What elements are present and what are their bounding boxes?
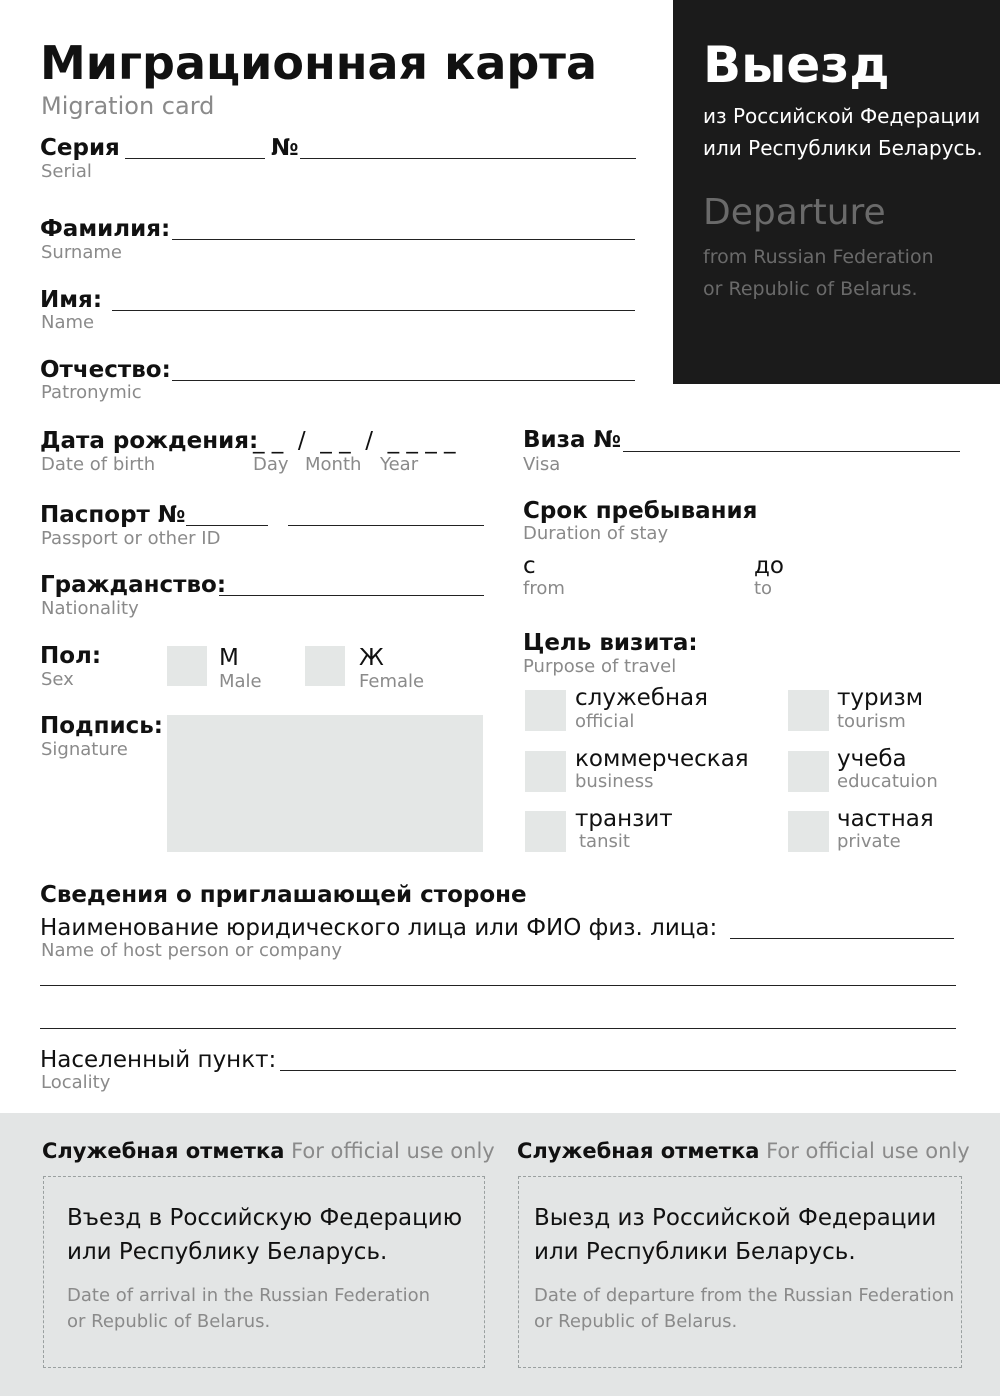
departure-line1-en: from Russian Federation: [703, 246, 934, 268]
name-label: Имя:: [40, 287, 103, 313]
purpose-education-checkbox[interactable]: [788, 751, 829, 792]
official-right-line2: или Республики Беларусь.: [534, 1239, 856, 1265]
official-left-stamp-area[interactable]: [43, 1176, 485, 1368]
host-name-label: Наименование юридического лица или ФИО физ. лица:: [40, 915, 718, 941]
host-name-line-3[interactable]: [40, 1028, 956, 1029]
page-title: Миграционная карта: [40, 36, 597, 90]
departure-line2: или Республики Беларусь.: [703, 136, 983, 160]
purpose-tourism-checkbox[interactable]: [788, 690, 829, 731]
official-right-heading-ru: Служебная отметка: [517, 1139, 760, 1163]
host-section-title: Сведения о приглашающей стороне: [40, 882, 527, 908]
host-name-label-en: Name of host person or company: [41, 940, 342, 961]
purpose-tourism-label-en: tourism: [837, 711, 906, 732]
dob-day-label: Day: [253, 454, 289, 475]
signature-label: Подпись:: [40, 713, 164, 739]
official-left-line2: или Республику Беларусь.: [67, 1239, 388, 1265]
host-name-field[interactable]: [730, 938, 954, 939]
purpose-official-checkbox[interactable]: [525, 690, 566, 731]
dob-label: Дата рождения:: [40, 428, 259, 454]
passport-number-field[interactable]: [288, 525, 484, 526]
official-use-footer: [0, 1113, 1000, 1396]
signature-label-en: Signature: [41, 739, 128, 760]
official-left-line1: Въезд в Российскую Федерацию: [67, 1205, 463, 1231]
dob-year-label: Year: [380, 454, 419, 475]
sex-label-en: Sex: [41, 669, 74, 690]
passport-label-en: Passport or other ID: [41, 528, 221, 549]
purpose-education-label: учеба: [837, 746, 907, 772]
nationality-label: Гражданство:: [40, 572, 227, 598]
purpose-transit-checkbox[interactable]: [525, 811, 566, 852]
official-right-line2-en: or Republic of Belarus.: [534, 1311, 738, 1332]
passport-label: Паспорт №: [40, 502, 186, 528]
departure-line2-en: or Republic of Belarus.: [703, 278, 918, 300]
locality-label-en: Locality: [41, 1072, 111, 1093]
passport-series-field[interactable]: [186, 525, 268, 526]
purpose-official-label: служебная: [575, 685, 708, 711]
departure-title-en: Departure: [703, 192, 886, 233]
departure-panel: [673, 0, 1000, 384]
purpose-private-label-en: private: [837, 831, 901, 852]
patronymic-label-en: Patronymic: [41, 382, 142, 403]
surname-label: Фамилия:: [40, 216, 171, 242]
official-right-line1: Выезд из Российской Федерации: [534, 1205, 937, 1231]
name-field[interactable]: [112, 310, 635, 311]
nationality-label-en: Nationality: [41, 598, 139, 619]
sex-label: Пол:: [40, 643, 102, 669]
official-left-line1-en: Date of arrival in the Russian Federation: [67, 1285, 431, 1306]
host-name-line-2[interactable]: [40, 985, 956, 986]
official-left-heading: [42, 1139, 495, 1163]
sex-female-label-en: Female: [359, 671, 425, 692]
stay-to-label: до: [754, 553, 784, 579]
purpose-business-label-en: business: [575, 771, 654, 792]
visa-field[interactable]: [623, 451, 960, 452]
purpose-private-label: частная: [837, 806, 934, 832]
purpose-label: Цель визита:: [523, 630, 698, 656]
stay-to-label-en: to: [754, 578, 773, 599]
sex-male-checkbox[interactable]: [167, 646, 207, 686]
purpose-transit-label-en: tansit: [579, 831, 630, 852]
purpose-business-checkbox[interactable]: [525, 751, 566, 792]
surname-field[interactable]: [172, 239, 635, 240]
official-right-heading-en: For official use only: [766, 1139, 970, 1163]
serial-label: Серия: [40, 135, 120, 161]
stay-from-label-en: from: [523, 578, 565, 599]
dob-month-label: Month: [305, 454, 362, 475]
locality-field[interactable]: [280, 1070, 956, 1071]
official-right-heading: [517, 1139, 970, 1163]
purpose-official-label-en: official: [575, 711, 635, 732]
sex-female-checkbox[interactable]: [305, 646, 345, 686]
official-left-line2-en: or Republic of Belarus.: [67, 1311, 271, 1332]
serial-label-en: Serial: [41, 161, 92, 182]
purpose-label-en: Purpose of travel: [523, 656, 677, 677]
purpose-tourism-label: туризм: [837, 685, 924, 711]
sex-female-label: Ж: [359, 645, 384, 671]
departure-title: Выезд: [703, 36, 890, 94]
number-sign: №: [271, 135, 299, 161]
visa-label: Виза №: [523, 427, 622, 453]
official-right-line1-en: Date of departure from the Russian Federation: [534, 1285, 955, 1306]
sex-male-label-en: Male: [219, 671, 262, 692]
stay-from-label: с: [523, 553, 536, 579]
name-label-en: Name: [41, 312, 95, 333]
dob-label-en: Date of birth: [41, 454, 156, 475]
departure-line1: из Российской Федерации: [703, 104, 981, 128]
surname-label-en: Surname: [41, 242, 122, 263]
purpose-private-checkbox[interactable]: [788, 811, 829, 852]
dob-field[interactable]: _ _ / _ _ / _ _ _ _: [253, 428, 456, 454]
official-right-stamp-area[interactable]: [518, 1176, 962, 1368]
visa-label-en: Visa: [523, 454, 561, 475]
sex-male-label: М: [219, 645, 239, 671]
purpose-business-label: коммерческая: [575, 746, 749, 772]
purpose-education-label-en: educatuion: [837, 771, 938, 792]
stay-label-en: Duration of stay: [523, 523, 669, 544]
official-left-heading-en: For official use only: [291, 1139, 495, 1163]
signature-box[interactable]: [167, 715, 483, 852]
serial-number-field[interactable]: [300, 158, 636, 159]
nationality-field[interactable]: [219, 595, 484, 596]
patronymic-field[interactable]: [172, 380, 635, 381]
purpose-transit-label: транзит: [575, 806, 673, 832]
patronymic-label: Отчество:: [40, 357, 171, 383]
locality-label: Населенный пункт:: [40, 1047, 277, 1073]
stay-label: Срок пребывания: [523, 498, 758, 524]
serial-field[interactable]: [125, 158, 265, 159]
official-left-heading-ru: Служебная отметка: [42, 1139, 285, 1163]
page-title-en: Migration card: [41, 92, 215, 120]
